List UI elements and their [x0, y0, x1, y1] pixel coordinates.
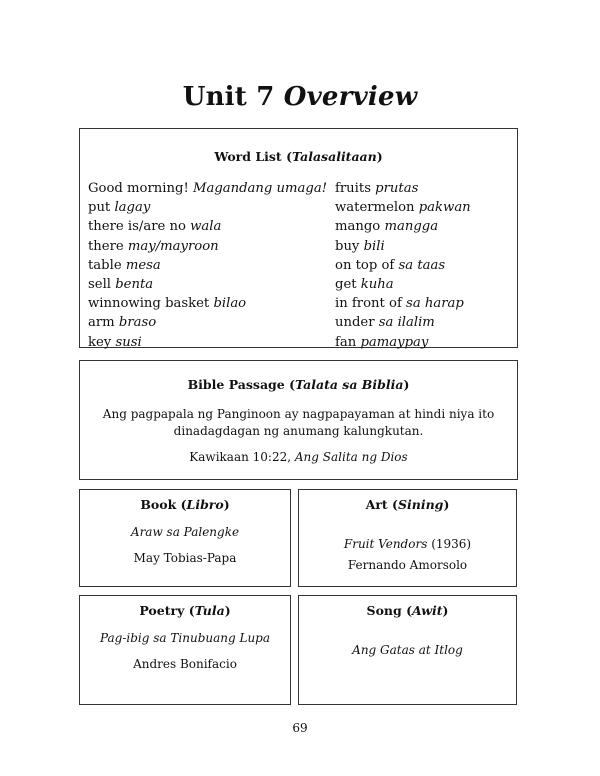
english-word: Good morning! [88, 181, 189, 196]
english-word: there is/are no [88, 219, 186, 235]
poetry-heading: Poetry (Tula) [139, 603, 231, 618]
tagalog-word: susi [115, 334, 142, 350]
english-word: on top of [335, 257, 395, 273]
word-list-item [335, 275, 471, 294]
tagalog-word: prutas [375, 181, 419, 196]
english-word: watermelon [335, 200, 415, 216]
tagalog-word: braso [118, 315, 157, 331]
word-list-item [335, 237, 471, 256]
book-author: May Tobias-Papa [133, 551, 237, 565]
tagalog-word: wala [190, 219, 222, 235]
english-word: in front of [335, 296, 402, 312]
word-list-item [88, 333, 327, 352]
english-word: fruits [335, 181, 371, 196]
tagalog-word: pakwan [418, 200, 471, 216]
english-word: there [88, 238, 124, 254]
english-word: under [335, 315, 375, 331]
word-list-item [88, 275, 327, 294]
word-list-left-column [88, 179, 327, 352]
word-list-box [79, 128, 518, 348]
word-list-item [88, 217, 327, 236]
english-word: buy [335, 238, 360, 254]
title-italic: Overview [283, 82, 418, 112]
bible-passage-heading: Bible Passage (Talata sa Biblia) [187, 377, 410, 392]
english-word: get [335, 276, 357, 292]
bible-passage-box [79, 360, 518, 480]
english-word: put [88, 200, 111, 216]
tagalog-word: bilao [213, 296, 247, 312]
poetry-title: Pag-ibig sa Tinubuang Lupa [99, 631, 271, 645]
book-title: Araw sa Palengke [130, 525, 240, 539]
art-heading: Art (Sining) [365, 497, 450, 512]
word-list-item [335, 179, 471, 198]
word-list-item [88, 237, 327, 256]
word-list-item [88, 294, 327, 313]
word-list-item [335, 333, 471, 352]
book-heading: Book (Libro) [140, 497, 230, 512]
word-list-item [335, 198, 471, 217]
word-list-item [88, 198, 327, 217]
tagalog-word: sa ilalim [378, 315, 435, 331]
title-prefix: Unit 7 [182, 82, 275, 112]
tagalog-word: pamaypay [360, 334, 429, 350]
art-year: (1936) [431, 537, 472, 551]
song-title: Ang Gatas at Itlog [352, 643, 463, 657]
tagalog-word: sa taas [398, 257, 446, 273]
word-list-heading: Word List (Talasalitaan) [214, 149, 383, 164]
word-list-item [88, 179, 327, 198]
english-word: winnowing basket [88, 296, 210, 312]
art-title: Fruit Vendors (1936) [343, 537, 472, 551]
english-word: fan [335, 334, 357, 350]
bible-reference: Kawikaan 10:22, Ang Salita ng Dios [189, 450, 408, 464]
tagalog-word: kuha [360, 276, 394, 292]
bible-passage-text: Ang pagpapala ng Panginoon ay nagpapayaman at hindi niya ito dinadagdagan ng anumang kalungkutan. [102, 407, 495, 438]
tagalog-word: bili [363, 238, 385, 254]
tagalog-word: may/mayroon [127, 238, 219, 254]
poetry-author: Andres Bonifacio [133, 657, 237, 671]
tagalog-word: Magandang umaga! [192, 181, 328, 196]
word-list-item [335, 313, 471, 332]
word-list-right-column [335, 179, 471, 352]
word-list-item [335, 256, 471, 275]
word-list-item [335, 217, 471, 236]
english-word: arm [88, 315, 115, 331]
tagalog-word: sa harap [406, 296, 464, 312]
song-heading: Song (Awit) [366, 603, 449, 618]
english-word: sell [88, 276, 112, 292]
page-number: 69 [292, 721, 308, 735]
art-box [298, 489, 517, 587]
tagalog-word: benta [115, 276, 154, 292]
word-list-item [335, 294, 471, 313]
page-title [0, 82, 600, 112]
english-word: table [88, 257, 122, 273]
word-list-item [88, 313, 327, 332]
poetry-box [79, 595, 291, 705]
tagalog-word: mangga [384, 219, 439, 235]
english-word: key [88, 334, 112, 350]
tagalog-word: mesa [125, 257, 161, 273]
tagalog-word: lagay [114, 200, 151, 216]
art-artist: Fernando Amorsolo [347, 558, 468, 572]
song-box [298, 595, 517, 705]
english-word: mango [335, 219, 381, 235]
word-list-item [88, 256, 327, 275]
book-box [79, 489, 291, 587]
